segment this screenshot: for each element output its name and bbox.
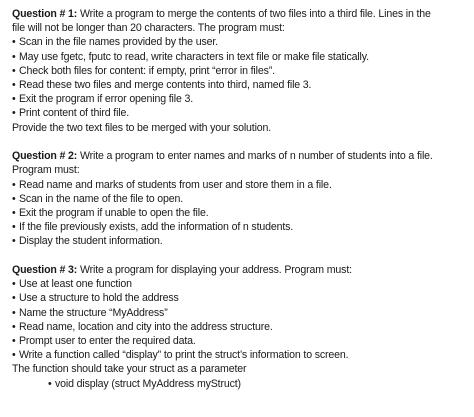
bullet-text: Scan in the name of the file to open. (19, 192, 184, 205)
question-2-bullet (12, 178, 470, 192)
question-1-bullet (12, 35, 470, 49)
question-2-bullet (12, 234, 470, 248)
question-3-bullet (12, 320, 470, 334)
question-1-bullet (12, 92, 470, 106)
bullet-icon: • (12, 235, 16, 248)
bullet-icon: • (12, 79, 16, 92)
question-3-bullet (12, 334, 470, 348)
bullet-text: Check both files for content: if empty, print “error in files”. (19, 64, 275, 77)
bullet-text: Write a function called “display” to print the struct’s information to screen. (19, 349, 349, 362)
question-2-bullet (12, 192, 470, 206)
question-2-intro-line-1 (12, 149, 470, 163)
question-3-bullet (12, 277, 470, 291)
bullet-icon: • (12, 335, 16, 348)
question-1-bullet (12, 106, 470, 120)
bullet-text: Exit the program if unable to open the file. (19, 207, 209, 220)
bullet-icon: • (48, 377, 52, 390)
sub-bullet-text: void display (struct MyAddress myStruct) (55, 377, 241, 390)
assignment-document (12, 7, 470, 405)
question-1-bullet (12, 50, 470, 64)
bullet-icon: • (12, 107, 16, 120)
bullet-icon: • (12, 192, 16, 205)
question-2-label: Question # 2: (12, 150, 78, 163)
bullet-icon: • (12, 64, 16, 77)
question-3-bullet (12, 306, 470, 320)
bullet-icon: • (12, 50, 16, 63)
question-2-bullet (12, 206, 470, 220)
bullet-icon: • (12, 292, 16, 305)
bullet-text: If the file previously exists, add the information of n students. (19, 221, 294, 234)
question-2 (12, 149, 470, 248)
question-1 (12, 7, 470, 135)
question-3-bullet (12, 348, 470, 362)
bullet-icon: • (12, 221, 16, 234)
bullet-icon: • (12, 306, 16, 319)
bullet-icon: • (12, 278, 16, 291)
question-2-intro-text: Write a program to enter names and marks of n number of students into a file. (79, 150, 433, 163)
bullet-text: Prompt user to enter the required data. (19, 335, 196, 348)
question-1-intro-line-1 (12, 7, 470, 21)
question-3-intro-text: Write a program for displaying your address. Program must: (79, 264, 352, 277)
question-1-label: Question # 1: (12, 8, 78, 20)
question-1-bullet (12, 78, 470, 92)
bullet-icon: • (12, 320, 16, 333)
bullet-text: Exit the program if error opening file 3. (19, 93, 194, 106)
question-3-label: Question # 3: (12, 264, 78, 277)
bullet-text: Print content of third file. (19, 107, 130, 120)
bullet-icon: • (12, 178, 16, 191)
bullet-icon: • (12, 93, 16, 106)
bullet-text: Use at least one function (19, 278, 132, 291)
bullet-icon: • (12, 349, 16, 362)
bullet-icon: • (12, 36, 16, 49)
bullet-text: Read name and marks of students from user and store them in a file. (19, 178, 332, 191)
bullet-text: May use fgetc, fputc to read, write characters in text file or make file statically. (19, 50, 369, 63)
question-3-bullet (12, 291, 470, 305)
question-1-closing: Provide the two text files to be merged with your solution. (12, 121, 272, 134)
bullet-text: Name the structure “MyAddress” (19, 306, 168, 319)
bullet-text: Display the student information. (19, 235, 163, 248)
question-3-closing: The function should take your struct as a parameter (12, 363, 247, 376)
bullet-text: Use a structure to hold the address (19, 292, 179, 305)
question-1-bullet (12, 64, 470, 78)
question-2-intro-line-2: Program must: (12, 164, 80, 177)
question-2-bullet (12, 220, 470, 234)
question-1-intro-line-2: file will not be longer than 20 characters. The program must: (12, 22, 285, 35)
question-3-sub-bullet (12, 377, 470, 391)
bullet-text: Read these two files and merge contents into third, named file 3. (19, 79, 312, 92)
bullet-text: Read name, location and city into the address structure. (19, 320, 273, 333)
question-3 (12, 263, 470, 391)
bullet-icon: • (12, 207, 16, 220)
bullet-text: Scan in the file names provided by the user. (19, 36, 218, 49)
question-3-intro-line-1 (12, 263, 470, 277)
question-1-intro-text: Write a program to merge the contents of two files into a third file. Lines in the (79, 8, 431, 20)
